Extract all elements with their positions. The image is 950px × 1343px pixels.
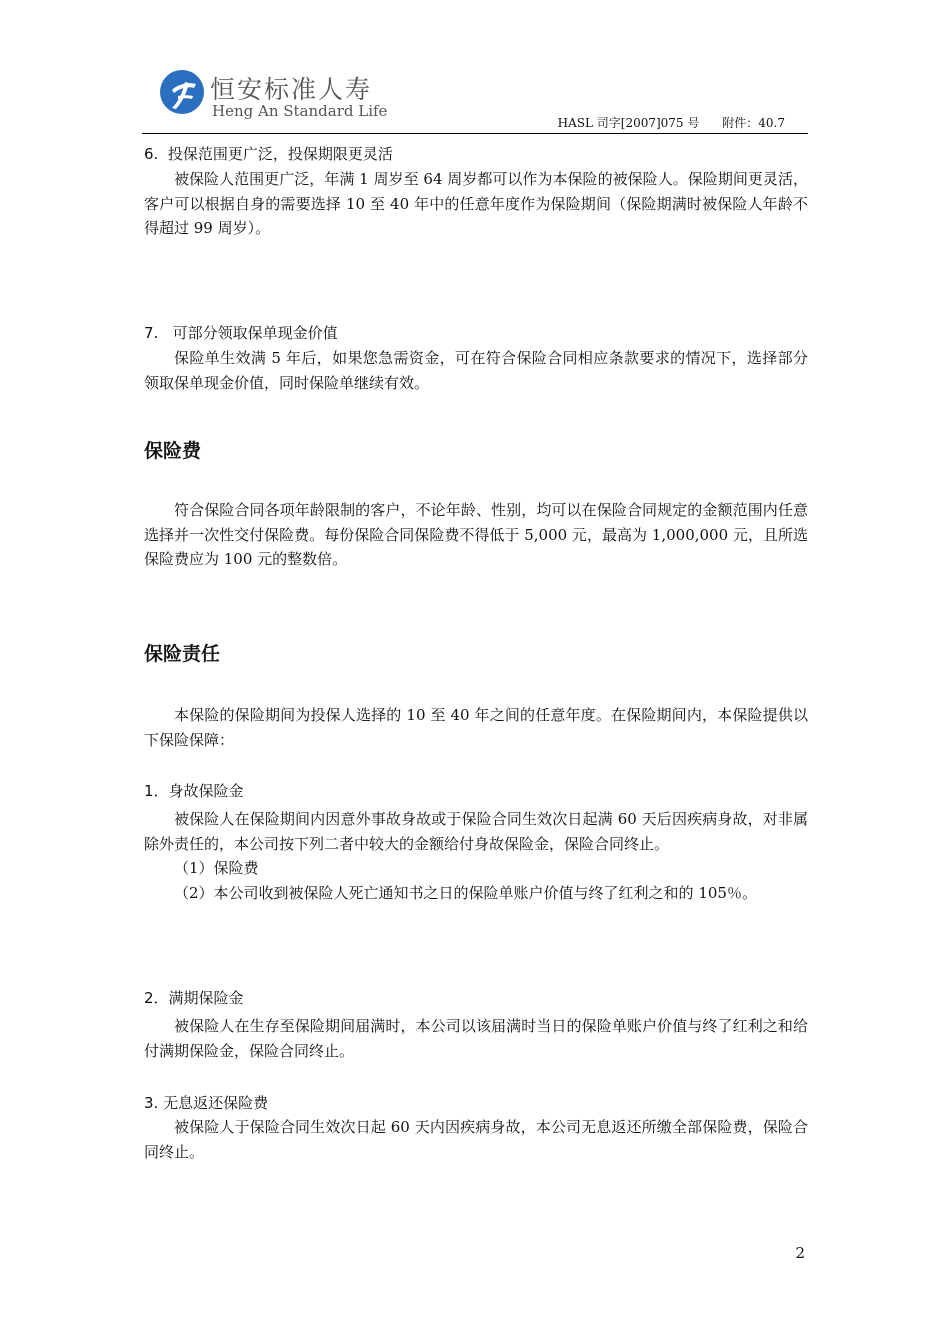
- logo-icon: [158, 68, 206, 116]
- premium-refund-heading: 3. 无息返还保险费: [144, 1094, 269, 1112]
- death-benefit-item-1: （1）保险费: [174, 859, 259, 877]
- premium-section: [144, 436, 808, 463]
- document-reference: HASL 司字[2007]075 号 附件：40.7: [557, 116, 785, 130]
- page-number: 2: [795, 1244, 805, 1262]
- feature-6-text: 被保险人范围更广泛，年满 1 周岁至 64 周岁都可以作为本保险的被保险人。保险期间更灵活，客户可以根据自身的需要选择 10 至 40 年中的任意年度作为保险期间（保险期满时被保险人年龄不得超过 99 周岁）。: [144, 170, 808, 237]
- feature-7-heading: 7. 可部分领取保单现金价值: [144, 324, 338, 342]
- death-benefit-text: 被保险人在保险期间内因意外事故身故或于保险合同生效次日起满 60 天后因疾病身故，对非属除外责任的，本公司按下列二者中较大的金额给付身故保险金，保险合同终止。: [144, 810, 808, 853]
- death-benefit: [144, 781, 808, 905]
- logo-english-name: Heng An Standard Life: [212, 102, 388, 120]
- maturity-benefit: [144, 988, 808, 1063]
- feature-7-text: 保险单生效满 5 年后，如果您急需资金，可在符合保险合同相应条款要求的情况下，选择部分领取保单现金价值，同时保险单继续有效。: [144, 349, 808, 392]
- premium-refund-text: 被保险人于保险合同生效次日起 60 天内因疾病身故，本公司无息返还所缴全部保险费，保险合同终止。: [144, 1118, 808, 1161]
- liability-section: [144, 639, 808, 666]
- death-benefit-item-2: （2）本公司收到被保险人死亡通知书之日的保险单账户价值与终了红利之和的 105％。: [174, 883, 757, 902]
- maturity-benefit-heading: 2．满期保险金: [144, 989, 244, 1007]
- liability-intro: 本保险的保险期间为投保人选择的 10 至 40 年之间的任意年度。在保险期间内，本保险提供以下保险保障：: [144, 706, 808, 749]
- premium-text: 符合保险合同各项年龄限制的客户，不论年龄、性别，均可以在保险合同规定的金额范围内任意选择并一次性交付保险费。每份保险合同保险费不得低于 5,000 元，最高为 1,000,000 元，且所选保险费应为 100 元的整数倍。: [144, 501, 808, 568]
- premium-body: [144, 498, 808, 572]
- logo-chinese-name: 恒安标准人寿: [210, 75, 373, 104]
- liability-intro-block: [144, 703, 808, 752]
- header-divider: [142, 133, 808, 134]
- death-benefit-heading: 1．身故保险金: [144, 782, 244, 800]
- liability-title: 保险责任: [144, 643, 221, 665]
- feature-7: [144, 323, 808, 395]
- premium-refund: [144, 1093, 808, 1164]
- premium-title: 保险费: [144, 440, 202, 462]
- company-logo: [158, 68, 398, 128]
- feature-6: [144, 144, 808, 241]
- feature-6-heading: 6. 投保范围更广泛，投保期限更灵活: [144, 145, 393, 163]
- maturity-benefit-text: 被保险人在生存至保险期间届满时，本公司以该届满时当日的保险单账户价值与终了红利之和给付满期保险金，保险合同终止。: [144, 1017, 808, 1060]
